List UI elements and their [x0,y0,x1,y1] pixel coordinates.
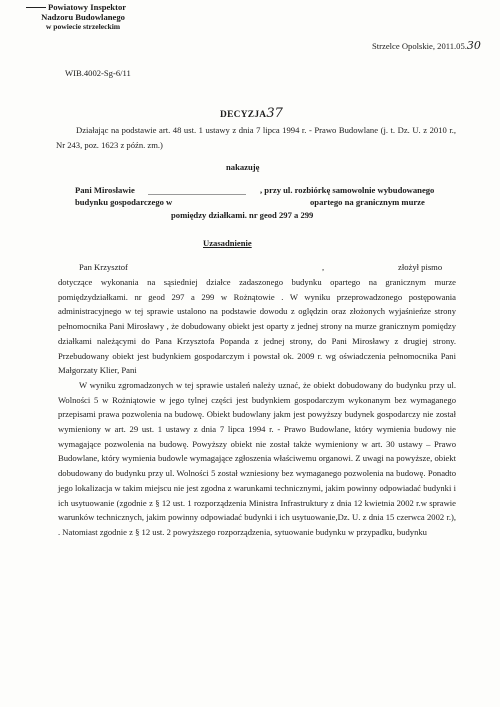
decision-title [220,106,283,121]
justification-paragraph-2: W wyniku zgromadzonych w tej sprawie ustaleń należy uznać, że obiekt dobudowany do budynku przy ul. Wolności 5 w Rożniątowie w jego tylnej części jest budynkiem gospodarczym wykonanym bez wymaganego przepisami prawa pozwolenia na budowę. Obiekt budowlany jakm jest powyższy budynek gospodarczy nie został wymieniony w art. 29 ust. 1 ustawy z dnia 7 lipca 1994 r. - Prawo Budowlane, który wymienia budowy nie wymagające pozwolenia na budowę. Powyższy obiekt nie został także wymieniony w art. 30 ustawy – Prawo Budowlane, który wymienia budowle wymagające zgłoszenia właściwemu organowi. Z uwagi na powyższe, obiekt dobudowany do budynku przy ul. Wolności 5 został wzniesiony bez wymaganego pozwolenia na budowę. Ponadto jego lokalizacja w takim miejscu nie jest zgodna z warunkami technicznymi, jakim powinny odpowiadać budynki i ich usytuowanie (zgodnie z § 12 ust. 1 rozporządzenia Ministra Infrastruktury z dnia 12 kwietnia 2002 r.w sprawie warunków technicznych, jakim powinny odpowiadać budynki i ich usytuowanie,Dz. U. z dnia 15 czerwca 2002 r.), . Natomiast zgodnie z § 12 ust. 2 powyższego rozporządzenia, sytuowanie budynku w przypadku, budynku [58,379,456,537]
order-line-1-end: , przy ul. rozbiórkę samowolnie wybudowanego [260,185,435,195]
justification-body [58,275,456,540]
issuer-line-1: Powiatowy Inspektor [40,2,126,12]
justification-first-line-comma: , [322,262,325,272]
decision-title-text: DECYZJA [220,110,267,120]
date-printed: Strzelce Opolskie, 2011.05. [372,41,467,51]
legal-basis-paragraph: Działając na podstawie art. 48 ust. 1 ustawy z dnia 7 lipca 1994 r. - Prawo Budowlane (j. t. Dz. U. z 2010 r., Nr 243, poz. 1623 z późn. zm.) [56,125,456,150]
redaction-line [148,194,246,195]
order-line-2-start: budynku gospodarczego w [75,197,173,207]
decision-number-handwritten: 37 [266,106,283,121]
case-signature: WIB.4002-Sg-6/11 [65,68,131,78]
date-handwritten: 30 [466,39,481,52]
document-date [372,39,481,52]
order-line-3: pomiędzy działkami. nr geod 297 a 299 [171,210,314,220]
issuer-header [40,2,126,32]
justification-paragraph-1: dotyczące wykonania na sąsiedniej działce zadaszonego budynku opartego na granicznym murze pomiędzydziałkami. nr geod 297 a 299 w Rożnątowie . W wyniku przeprowadzonego postępowania administracyjnego w tej sprawie ustalono na podstawie dowodu z oględzin oraz złożonych wyjaśnieńze strony pełnomocnika Pani Mirosławy , że dobudowany obiekt jest oparty z jednej strony na murze granicznym pomiędzy działkami należącymi do Pana Krzysztofa Popanda z jednej strony, do Pani Mirosławy z drugiej strony. Przebudowany obiekt jest budynkiem gospodarczym i powstał ok. 2009 r. wg oświadczenia pełnomocnika Pani Małgorzaty Klier, Pani [58,277,456,376]
justification-first-line-end: złożył pismo [398,262,443,272]
order-line-2-end: opartego na granicznym murze [310,197,425,207]
justification-heading: Uzasadnienie [203,238,252,248]
issuer-line-3: w powiecie strzeleckim [45,22,121,31]
issuer-line-2: Nadzoru Budowlanego [41,12,125,22]
justification-first-line-start: Pan Krzysztof [79,262,128,272]
order-heading: nakazuję [226,162,260,172]
order-line-1-start: Pani Mirosławie [75,185,135,195]
